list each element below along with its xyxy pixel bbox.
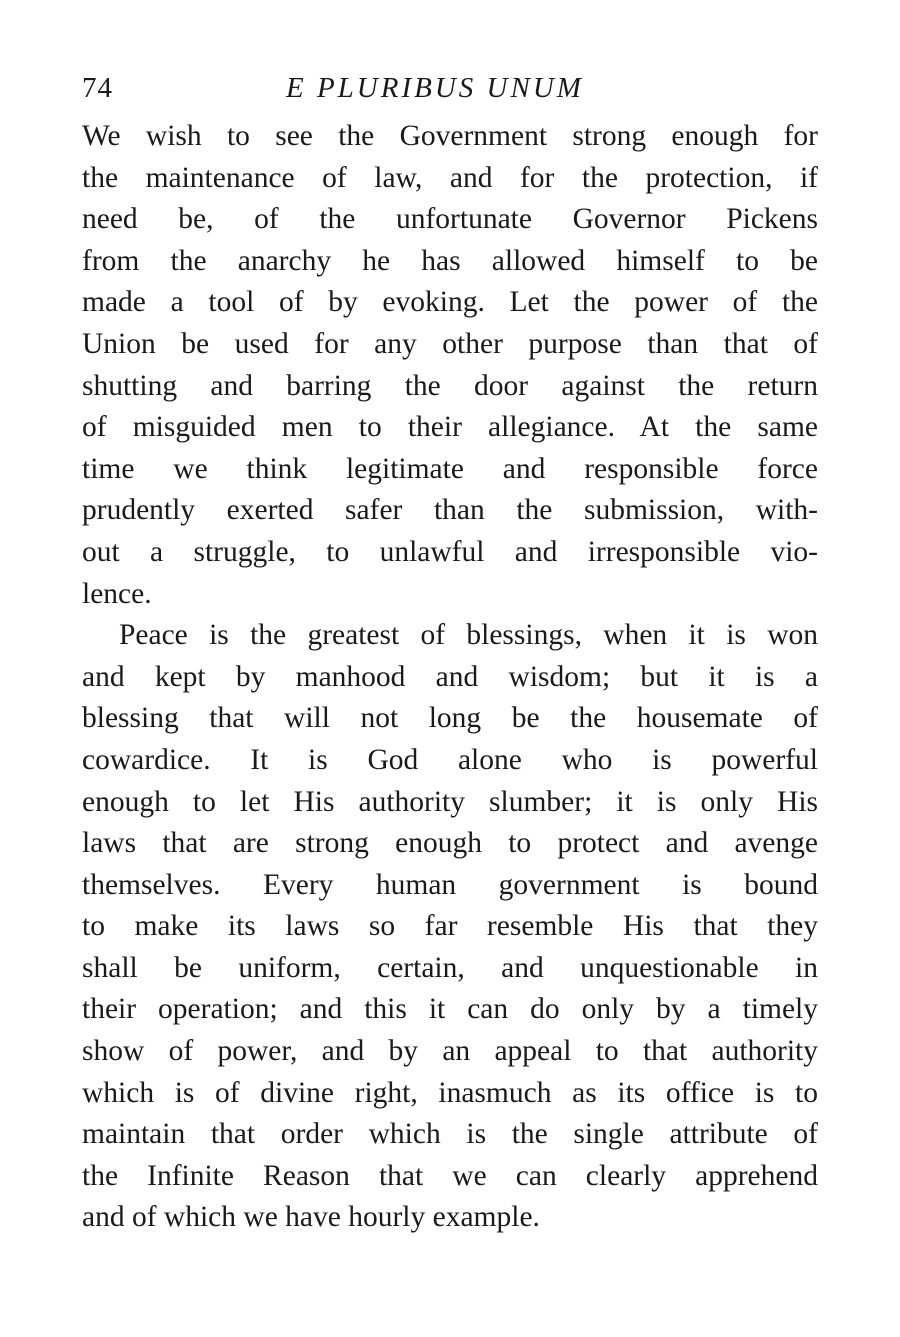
text-line: and kept by manhood and wisdom; but it is a xyxy=(82,660,818,693)
text-line: the maintenance of law, and for the protection, if xyxy=(82,161,818,194)
text-line: need be, of the unfortunate Governor Pickens xyxy=(82,203,818,236)
body-text xyxy=(82,116,818,1239)
text-line: lence. xyxy=(82,577,152,610)
text-line: blessing that will not long be the housemate of xyxy=(82,702,818,735)
text-line: Peace is the greatest of blessings, when it is won xyxy=(119,619,818,652)
text-line: time we think legitimate and responsible force xyxy=(82,452,818,485)
page-number: 74 xyxy=(82,72,113,104)
text-line: prudently exerted safer than the submission, with- xyxy=(82,494,818,527)
text-line: Union be used for any other purpose than that of xyxy=(82,327,818,360)
text-line: We wish to see the Government strong enough for xyxy=(82,120,818,152)
text-line: from the anarchy he has allowed himself to be xyxy=(82,244,818,277)
book-page xyxy=(82,72,818,1239)
paragraph-1 xyxy=(82,116,818,615)
text-line: laws that are strong enough to protect and avenge xyxy=(82,827,818,860)
text-line: enough to let His authority slumber; it is only His xyxy=(82,785,818,818)
text-line: shall be uniform, certain, and unquestionable in xyxy=(82,951,818,984)
text-line: the Infinite Reason that we can clearly apprehend xyxy=(82,1159,818,1192)
text-line: their operation; and this it can do only by a timely xyxy=(82,993,818,1026)
text-line: and of which we have hourly example. xyxy=(82,1201,540,1234)
text-line: show of power, and by an appeal to that authority xyxy=(82,1035,818,1068)
text-line: made a tool of by evoking. Let the power of the xyxy=(82,286,818,319)
running-title: E PLURIBUS UNUM xyxy=(286,72,584,104)
text-line: cowardice. It is God alone who is powerful xyxy=(82,743,818,776)
text-line: out a struggle, to unlawful and irresponsible vio- xyxy=(82,535,818,568)
text-line: of misguided men to their allegiance. At the same xyxy=(82,411,818,444)
text-line: to make its laws so far resemble His that they xyxy=(82,910,818,943)
text-line: which is of divine right, inasmuch as its office is to xyxy=(82,1076,818,1109)
paragraph-2 xyxy=(82,615,818,1239)
text-line: shutting and barring the door against the return xyxy=(82,369,818,402)
running-head xyxy=(82,72,818,116)
text-line: themselves. Every human government is bound xyxy=(82,868,818,901)
text-line: maintain that order which is the single attribute of xyxy=(82,1118,818,1151)
